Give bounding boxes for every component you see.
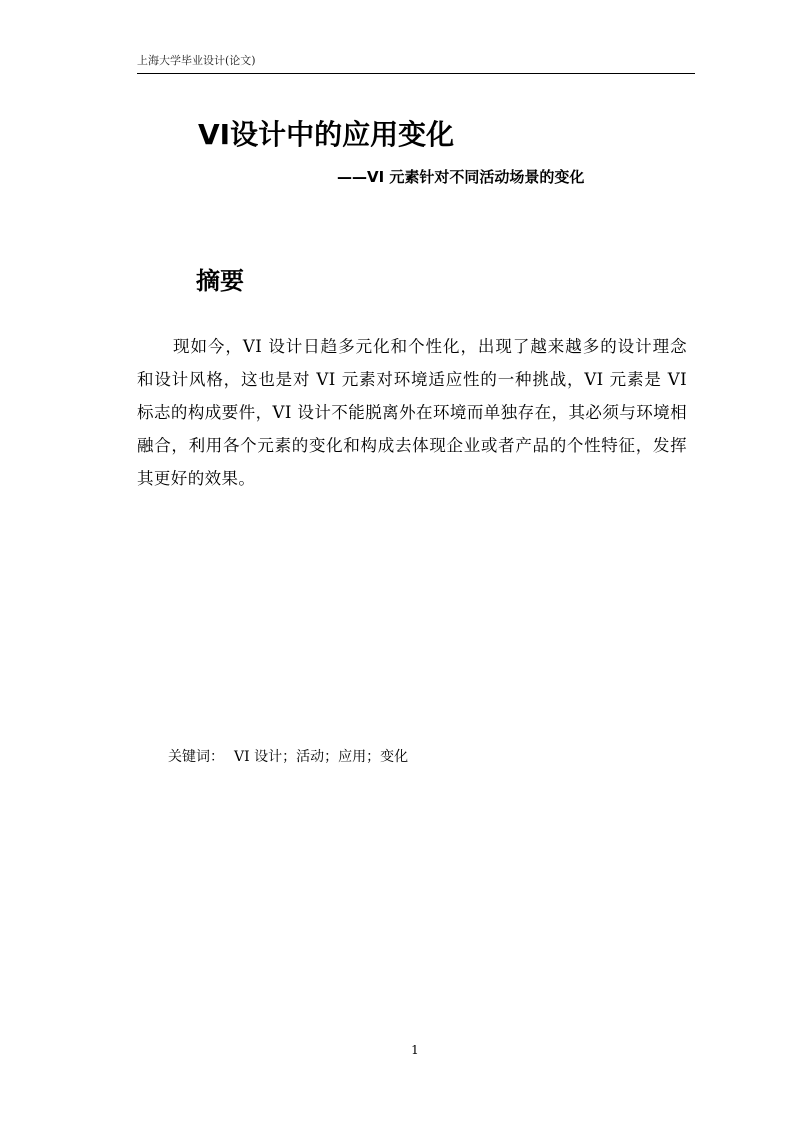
page-number: 1	[411, 1043, 419, 1057]
running-header: 上海大学毕业设计(论文)	[137, 54, 256, 67]
keywords-value: VI 设计；活动；应用；变化	[234, 749, 409, 765]
abstract-heading: 摘要	[196, 267, 244, 295]
keywords-label: 关键词：	[168, 749, 224, 765]
header-divider	[137, 73, 695, 74]
abstract-body: 现如今，VI 设计日趋多元化和个性化，出现了越来越多的设计理念和设计风格，这也是对 VI 元素对环境适应性的一种挑战，VI 元素是 VI 标志的构成要件，VI 设计不能脱离外在环境而单独存在，其必须与环境相融合，利用各个元素的变化和构成去体现企业或者产品的个性特征，发挥其更好的效果。	[137, 337, 687, 488]
keywords-line	[168, 746, 408, 768]
document-title: VI设计中的应用变化	[198, 118, 455, 151]
document-subtitle: ——VI 元素针对不同活动场景的变化	[337, 168, 585, 186]
